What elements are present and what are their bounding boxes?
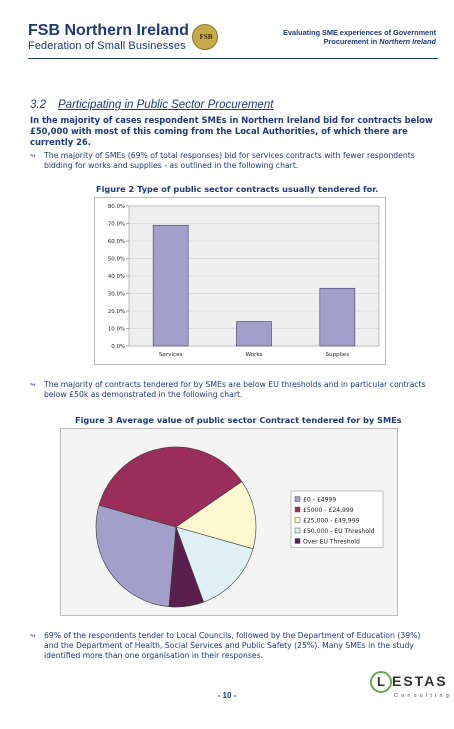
x-tick-label: Works	[245, 352, 263, 358]
legend-label: £25,000 - £49,999	[303, 517, 360, 525]
y-tick-label: 40.0%	[107, 274, 125, 281]
lestas-logo: L ESTAS Consulting	[370, 671, 442, 711]
fsb-seal-icon: FSB	[192, 24, 218, 50]
y-tick-label: 80.0%	[107, 204, 125, 211]
y-tick-label: 50.0%	[107, 256, 125, 263]
figure-2-chart	[94, 197, 386, 365]
figure-2-caption: Figure 2 Type of public sector contracts usually tendered for.	[96, 184, 379, 194]
bullet-marker-icon: ↬	[30, 381, 36, 389]
y-tick-label: 30.0%	[107, 291, 125, 298]
y-tick-label: 70.0%	[107, 221, 125, 228]
y-tick-label: 60.0%	[107, 239, 125, 246]
y-tick-label: 0.0%	[111, 344, 125, 351]
x-tick-label: Services	[158, 352, 183, 358]
figure-3-caption: Figure 3 Average value of public sector Contract tendered for by SMEs	[75, 415, 402, 425]
legend-swatch	[295, 497, 300, 502]
legend-swatch	[295, 518, 300, 523]
bullet-services: ↬ The majority of SMEs (69% of total responses) bid for services contracts with fewer respondents bidding for works and supplies - as outlined in the following chart.	[30, 151, 415, 170]
section-intro: In the majority of cases respondent SMEs in Northern Ireland bid for contracts below £50,000 with most of this coming from the Local Authorities, of which there are currently 26.	[30, 115, 433, 147]
legend-swatch	[295, 507, 300, 512]
bar-services	[153, 225, 188, 346]
y-tick-label: 10.0%	[107, 326, 125, 333]
document-title: Evaluating SME experiences of Government Procurement in Northern Ireland	[283, 28, 436, 46]
fsb-logo-line1: FSB Northern Ireland	[28, 22, 189, 39]
legend-label: £0 - £4999	[303, 496, 337, 504]
legend-label: £50,000 - EU Threshold	[303, 528, 375, 535]
y-tick-label: 20.0%	[107, 309, 125, 316]
fsb-logo-line2: Federation of Small Businesses	[28, 40, 186, 52]
legend-swatch	[295, 528, 300, 533]
bullet-eu-thresholds: ↬ The majority of contracts tendered for by SMEs are below EU thresholds and in particular contracts below £50k as demonstrated in the following chart.	[30, 380, 426, 399]
x-tick-label: Supplies	[325, 352, 350, 358]
bullet-marker-icon: ↬	[30, 632, 36, 640]
bar-works	[237, 322, 272, 347]
page-number: - 10 -	[217, 691, 237, 700]
bar-supplies	[320, 288, 355, 346]
section-heading: 3.2 Participating in Public Sector Procurement	[30, 99, 274, 111]
legend-swatch	[295, 539, 300, 544]
lestas-circle-icon: L	[370, 671, 392, 693]
bar-chart-svg	[95, 198, 385, 364]
bullet-local-councils: ↬ 69% of the respondents tender to Local Councils, followed by the Department of Education (39%) and the Department of Health, Social Services and Public Safety (25%). Many SMEs in the study identified more than one organisation in their responses.	[30, 631, 421, 660]
figure-3-chart	[60, 428, 398, 616]
legend-label: £5000 - £24,999	[303, 507, 354, 514]
pie-chart-svg	[61, 429, 397, 615]
header-divider	[28, 58, 438, 59]
bullet-marker-icon: ↬	[30, 152, 36, 160]
legend-label: Over EU Threshold	[303, 538, 360, 546]
